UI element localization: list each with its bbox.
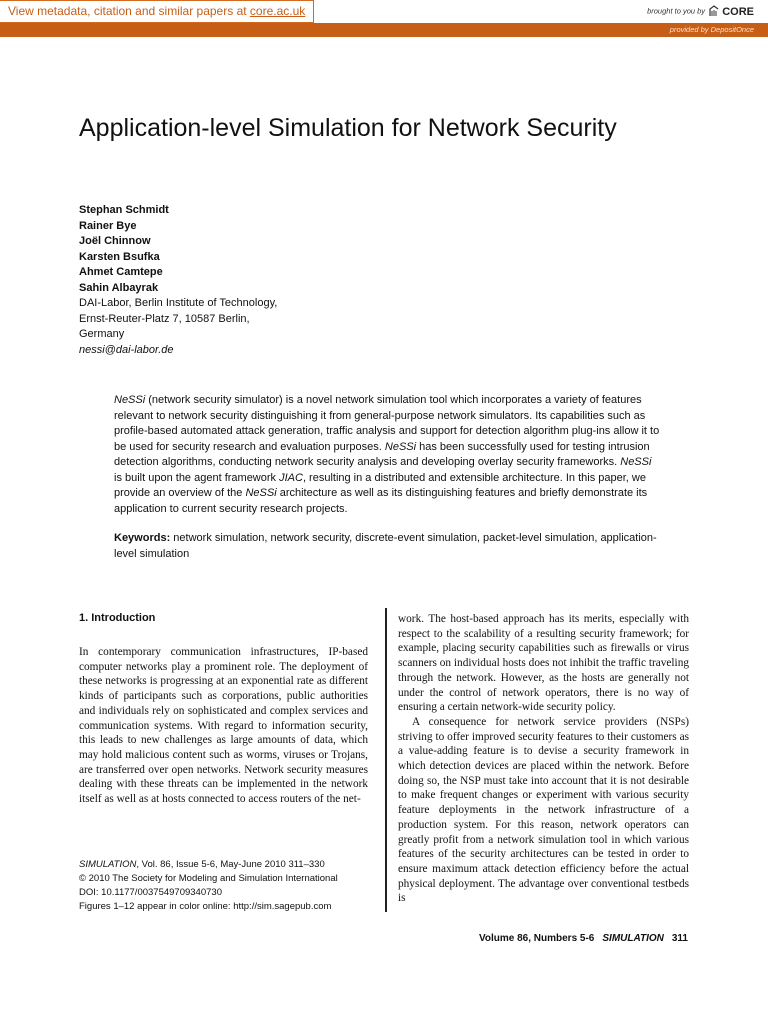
- journal-name: SIMULATION: [79, 859, 137, 870]
- body-paragraph: In contemporary communication infrastructures, IP-based computer networks play a prominent role. The deployment of these networks is progressing at an exponential rate as different kinds of participants such as corporations, public authorities and individuals rely on sophisticated and complex services and communication systems. With regard to information security, this leads to new challenges as large amounts of data, which may hold malicious content such as worms, viruses or Trojans, are transferred over open networks. Network security measures dealing with these threats can be implemented in the network itself as well as at hosts connected to access routers of the net-: [79, 646, 368, 806]
- copyright-symbol: ©: [79, 873, 86, 884]
- core-link[interactable]: core.ac.uk: [249, 4, 306, 18]
- keywords-text: network simulation, network security, discrete-event simulation, packet-level simulation, application-level simulation: [114, 532, 657, 560]
- abstract-text: (network security simulator) is a novel network simulation tool which incorporates a variety of features relevant to network security distinguishing it from general-purpose network simulators. Its capabilities such as profile-based automated attack generation, traffic analysis and support for detection algorithm plug-ins allow it to be used for security research and evaluation purposes.: [114, 394, 660, 453]
- author-name: Joël Chinnow: [79, 235, 151, 247]
- copyright-text: 2010 The Society for Modeling and Simulation International: [86, 873, 338, 884]
- keywords-label: Keywords:: [114, 532, 171, 544]
- affiliation-line: Germany: [79, 328, 125, 340]
- core-logo-icon: [709, 5, 719, 17]
- core-banner: [0, 0, 768, 23]
- affiliation-line: Ernst-Reuter-Platz 7, 10587 Berlin,: [79, 312, 250, 325]
- paper-title: Application-level Simulation for Network Security: [79, 114, 617, 142]
- abstract-emphasis: NeSSi: [384, 440, 417, 453]
- body-paragraph: work. The host-based approach has its merits, especially with respect to the scalability of a resulting security framework; for example, placing security capabilities such as firewalls or virus scanners on individual hosts does not inhibit the traffic traveling through the network. However, as the hosts are generally not under the control of network operators, there is no way of ensuring a certain network-wide security policy.: [398, 613, 689, 714]
- author-name: Ahmet Camtepe: [79, 266, 163, 278]
- right-column: [398, 612, 689, 906]
- abstract-emphasis: JIAC: [279, 471, 303, 484]
- abstract-emphasis: NeSSi: [245, 487, 277, 499]
- doi-line: DOI: 10.1177/0037549709340730: [79, 887, 222, 898]
- publication-footnote: [79, 858, 379, 914]
- abstract-emphasis: NeSSi: [620, 456, 652, 468]
- brought-to-you-text: brought to you by: [647, 6, 706, 16]
- abstract-text: is built upon the agent framework: [114, 471, 280, 484]
- author-block: [79, 203, 277, 358]
- abstract-text: has been successfully used for testing intrusion detection algorithms, conducting network security analysis and developing overlay security frameworks.: [114, 440, 650, 468]
- author-name: Rainer Bye: [79, 219, 137, 232]
- core-brought-by: [647, 5, 754, 18]
- abstract-text: , resulting in a distributed and extensible architecture. In this paper, we provide an overview of the: [114, 471, 646, 499]
- left-column: [79, 612, 368, 807]
- journal-line: [79, 858, 379, 872]
- author-email: nessi@dai-labor.de: [79, 343, 174, 356]
- page-number: 311: [671, 933, 688, 944]
- page-footer: [479, 933, 688, 944]
- journal-volume: , Vol. 86, Issue 5-6, May-June 2010 311–330: [136, 859, 325, 870]
- core-logo[interactable]: [709, 5, 754, 18]
- core-metadata-link[interactable]: [0, 0, 314, 23]
- abstract-emphasis: NeSSi: [114, 394, 146, 406]
- core-banner-text: View metadata, citation and similar papers at: [8, 4, 247, 18]
- keywords: [114, 531, 666, 562]
- author-name: Karsten Bsufka: [79, 250, 160, 263]
- affiliation-line: DAI-Labor, Berlin Institute of Technology,: [79, 297, 278, 309]
- author-name: Stephan Schmidt: [79, 204, 169, 216]
- column-divider: [385, 608, 387, 912]
- copyright-line: [79, 872, 379, 886]
- abstract: [114, 393, 662, 517]
- core-logo-text: CORE: [722, 6, 754, 18]
- provided-by-text[interactable]: provided by DepositOnce: [669, 25, 754, 34]
- author-name: Sahin Albayrak: [79, 281, 159, 294]
- provider-bar: [0, 23, 768, 37]
- section-heading: 1. Introduction: [79, 612, 156, 624]
- body-paragraph: A consequence for network service providers (NSPs) striving to offer improved security features to their customers as a value-adding feature is to devise a security framework in which detection devices are placed within the network. Before doing so, the NSP must take into account that it is not desirable to make frequent changes or experiment with various security feature deployments in the network infrastructure of a production system. For this reason, network operators can greatly profit from a network simulation tool in which various features of the security architectures can be tested in order to ensure maximum attack detection efficiency before the actual physical deployment. The advantage over conventional testbeds is: [398, 715, 689, 905]
- abstract-text: architecture as well as its distinguishing features and briefly demonstrate its application to current security research projects.: [114, 487, 648, 515]
- figures-note: Figures 1–12 appear in color online: http://sim.sagepub.com: [79, 901, 332, 912]
- footer-journal: SIMULATION: [602, 933, 664, 944]
- footer-volume: Volume 86, Numbers 5-6: [478, 933, 595, 944]
